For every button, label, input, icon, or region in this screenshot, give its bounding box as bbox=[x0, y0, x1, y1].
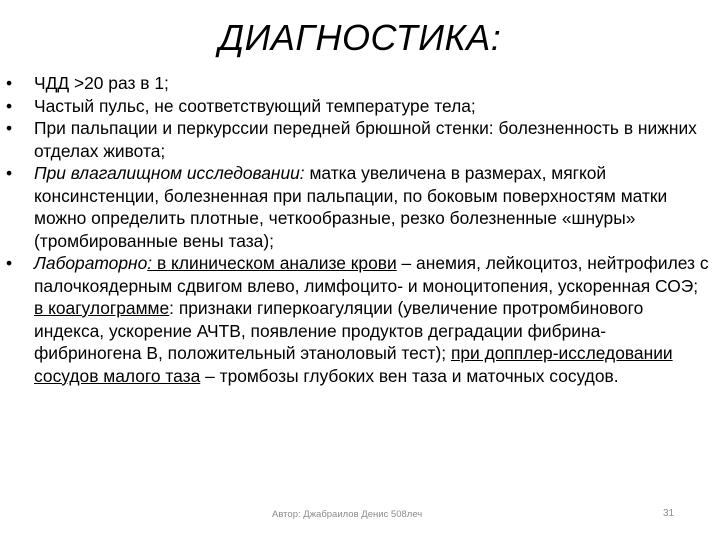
list-item bbox=[0, 95, 712, 118]
list-item-lead: При влагалищном исследовании: bbox=[34, 163, 305, 183]
list-item-text: ЧДД >20 раз в 1; bbox=[34, 73, 169, 93]
list-item-text: – анемия, лейкоцитоз, нейтрофилез с палочкоядерным сдвигом влево, лимфоцито- и моноцитопения, ускоренная СОЭ; bbox=[34, 253, 709, 296]
underlined-term: в коагулограмме bbox=[34, 298, 170, 318]
list-item bbox=[0, 252, 712, 387]
bullet-icon: • bbox=[6, 73, 13, 93]
list-item-text: : признаки гиперкоагуляции (увеличение протромбинового индекса, ускорение АЧТВ, появление продуктов деградации фибрина-фибриногена В, положительный этаноловый тест); bbox=[34, 298, 644, 363]
page-number: 31 bbox=[663, 508, 675, 519]
bullet-list bbox=[0, 72, 712, 387]
bullet-icon: • bbox=[6, 253, 13, 273]
underlined-term: в клиническом анализе крови bbox=[152, 253, 397, 273]
list-item-lead: Лабораторно bbox=[34, 253, 148, 273]
bullet-icon: • bbox=[6, 163, 13, 183]
list-item-text: – тромбозы глубоких вен таза и маточных сосудов. bbox=[200, 365, 619, 386]
bullet-icon: • bbox=[6, 118, 13, 138]
list-item-colon: : bbox=[147, 253, 153, 273]
list-item-text: Частый пульс, не соответствующий температуре тела; bbox=[34, 95, 476, 116]
list-item bbox=[0, 162, 712, 252]
list-item-text: матка увеличена в размерах, мягкой консинстенции, болезненная при пальпации, по боковым поверхностям матки можно определить плотные, четкообразные, резко болезненные «шнуры» (тромбированные вены таза); bbox=[34, 163, 668, 251]
list-item bbox=[0, 72, 712, 95]
underlined-term: при допплер-исследовании сосудов малого таза bbox=[34, 343, 673, 386]
list-item bbox=[0, 117, 712, 162]
slide-title: ДИАГНОСТИКА: bbox=[218, 17, 502, 58]
footer-author: Автор: Джабраилов Денис 508леч bbox=[272, 509, 423, 520]
bullet-icon: • bbox=[6, 95, 13, 116]
list-item-text: При пальпации и перкурссии передней брюшной стенки: болезненность в нижних отделах живота; bbox=[34, 118, 697, 161]
